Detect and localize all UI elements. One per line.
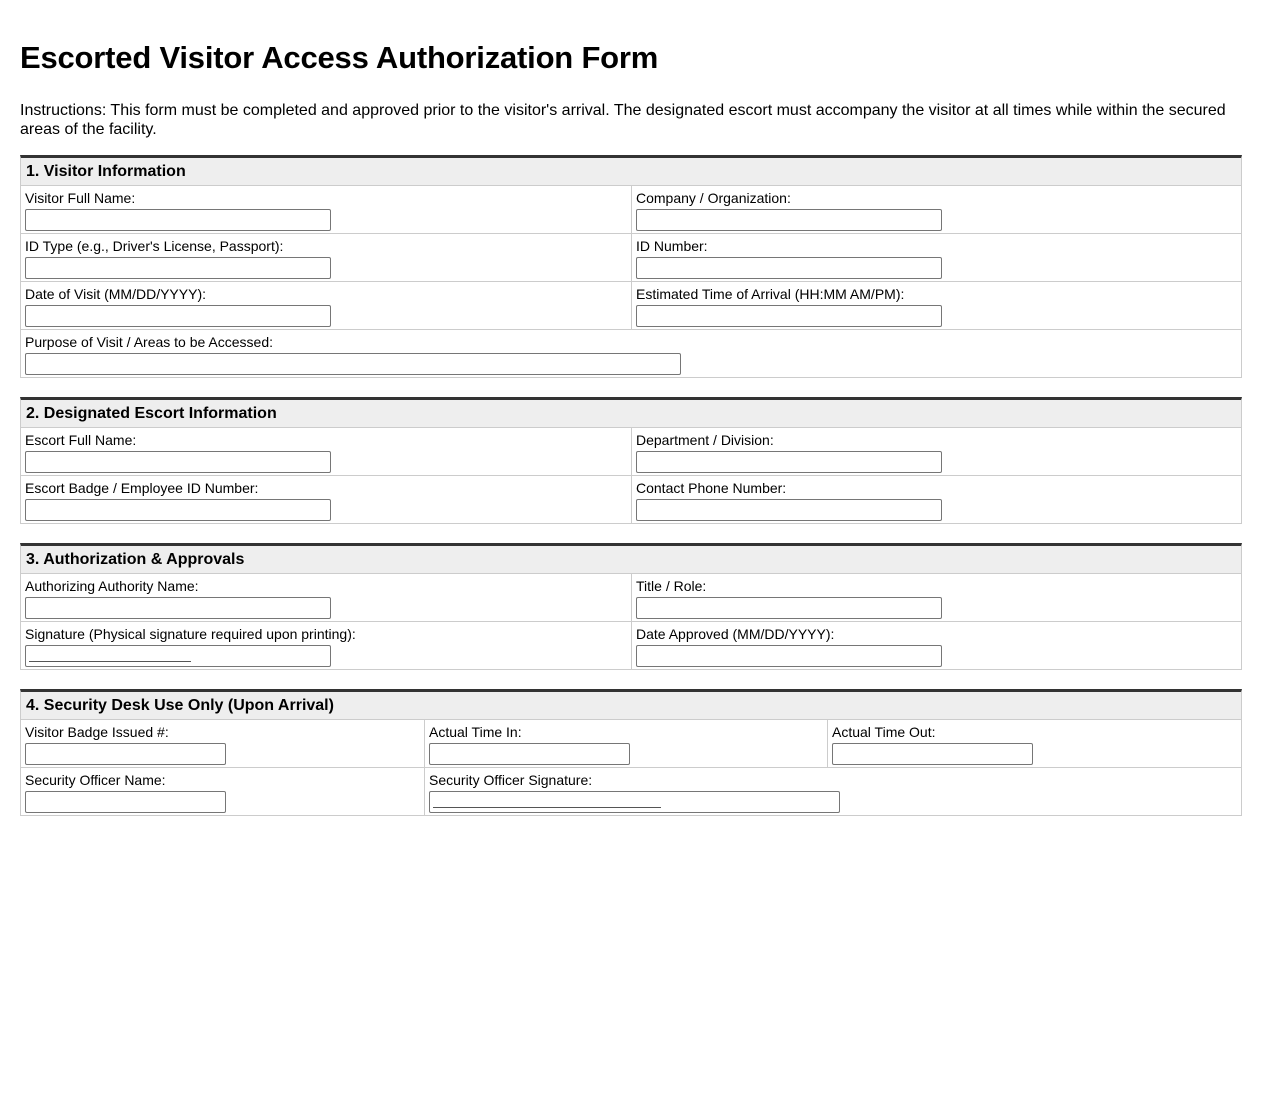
- contact-phone-label: Contact Phone Number:: [636, 480, 787, 496]
- section-security-desk: [20, 689, 1242, 816]
- field-cell: [631, 476, 1241, 523]
- instructions-text: Instructions: This form must be completed and approved prior to the visitor's arrival. The designated escort must accompany the visitor at all times while within the secured areas of the facility.: [20, 102, 1226, 138]
- form-row: [21, 234, 1241, 282]
- form-row: [21, 622, 1241, 670]
- escort-badge-input[interactable]: [25, 499, 331, 521]
- actual-time-out-label: Actual Time Out:: [832, 724, 936, 740]
- actual-time-in-input[interactable]: [429, 743, 630, 765]
- form-row: [21, 574, 1241, 622]
- form-row: [21, 186, 1241, 234]
- page-title: Escorted Visitor Access Authorization Form: [20, 40, 659, 75]
- title-role-label: Title / Role:: [636, 578, 707, 594]
- visitor-full-name-input[interactable]: [25, 209, 331, 231]
- date-approved-input[interactable]: [636, 645, 942, 667]
- actual-time-out-input[interactable]: [832, 743, 1033, 765]
- security-officer-name-label: Security Officer Name:: [25, 772, 166, 788]
- field-cell: [21, 282, 631, 329]
- escort-full-name-label: Escort Full Name:: [25, 432, 137, 448]
- security-officer-name-input[interactable]: [25, 791, 226, 813]
- visitor-full-name-label: Visitor Full Name:: [25, 190, 136, 206]
- section-visitor-information: [20, 155, 1242, 378]
- field-cell: [631, 186, 1241, 233]
- badge-issued-input[interactable]: [25, 743, 226, 765]
- id-number-input[interactable]: [636, 257, 942, 279]
- section-designated-escort: [20, 397, 1242, 524]
- field-cell: [21, 330, 1241, 377]
- contact-phone-input[interactable]: [636, 499, 942, 521]
- field-cell: [21, 768, 424, 815]
- security-officer-signature-label: Security Officer Signature:: [429, 772, 593, 788]
- field-cell: [21, 234, 631, 281]
- purpose-of-visit-input[interactable]: [25, 353, 681, 375]
- signature-label: Signature (Physical signature required upon printing):: [25, 626, 356, 642]
- signature-line: [433, 807, 661, 808]
- eta-label: Estimated Time of Arrival (HH:MM AM/PM):: [636, 286, 905, 302]
- department-division-input[interactable]: [636, 451, 942, 473]
- badge-issued-label: Visitor Badge Issued #:: [25, 724, 169, 740]
- form-row: [21, 720, 1241, 768]
- form-row: [21, 330, 1241, 378]
- title-role-input[interactable]: [636, 597, 942, 619]
- field-cell: [21, 720, 424, 767]
- field-cell: [424, 768, 1241, 815]
- signature-field[interactable]: [25, 645, 331, 667]
- section-authorization-approvals: [20, 543, 1242, 670]
- signature-line: [29, 661, 191, 662]
- id-number-label: ID Number:: [636, 238, 708, 254]
- section-heading: 1. Visitor Information: [21, 158, 1241, 186]
- authorizing-authority-input[interactable]: [25, 597, 331, 619]
- company-organization-input[interactable]: [636, 209, 942, 231]
- field-cell: [21, 186, 631, 233]
- field-cell: [631, 622, 1241, 669]
- form-row: [21, 428, 1241, 476]
- purpose-of-visit-label: Purpose of Visit / Areas to be Accessed:: [25, 334, 273, 350]
- authorizing-authority-label: Authorizing Authority Name:: [25, 578, 199, 594]
- field-cell: [21, 574, 631, 621]
- date-approved-label: Date Approved (MM/DD/YYYY):: [636, 626, 835, 642]
- section-heading: 2. Designated Escort Information: [21, 400, 1241, 428]
- section-heading: 3. Authorization & Approvals: [21, 546, 1241, 574]
- field-cell: [21, 622, 631, 669]
- form-row: [21, 768, 1241, 816]
- field-cell: [21, 428, 631, 475]
- field-cell: [631, 428, 1241, 475]
- id-type-label: ID Type (e.g., Driver's License, Passport):: [25, 238, 284, 254]
- field-cell: [631, 282, 1241, 329]
- security-officer-signature-field[interactable]: [429, 791, 840, 813]
- actual-time-in-label: Actual Time In:: [429, 724, 522, 740]
- company-organization-label: Company / Organization:: [636, 190, 791, 206]
- section-heading: 4. Security Desk Use Only (Upon Arrival): [21, 692, 1241, 720]
- escort-full-name-input[interactable]: [25, 451, 331, 473]
- field-cell: [631, 574, 1241, 621]
- date-of-visit-label: Date of Visit (MM/DD/YYYY):: [25, 286, 207, 302]
- id-type-input[interactable]: [25, 257, 331, 279]
- department-division-label: Department / Division:: [636, 432, 774, 448]
- field-cell: [21, 476, 631, 523]
- form-row: [21, 282, 1241, 330]
- form-row: [21, 476, 1241, 524]
- field-cell: [827, 720, 1241, 767]
- escort-badge-label: Escort Badge / Employee ID Number:: [25, 480, 259, 496]
- field-cell: [631, 234, 1241, 281]
- date-of-visit-input[interactable]: [25, 305, 331, 327]
- field-cell: [424, 720, 827, 767]
- eta-input[interactable]: [636, 305, 942, 327]
